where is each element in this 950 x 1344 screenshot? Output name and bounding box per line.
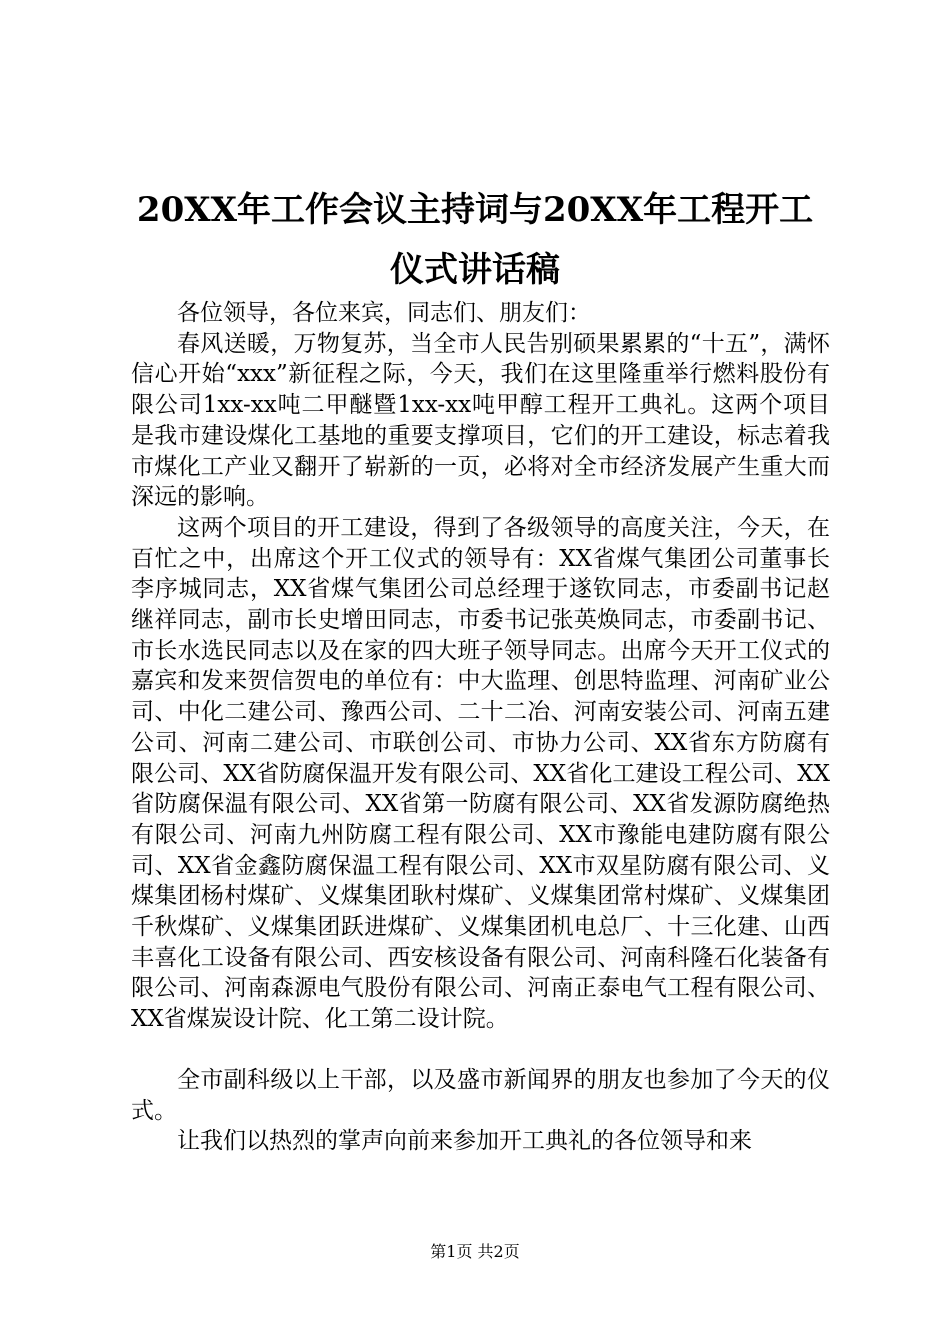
- paragraph-attendees: 这两个项目的开工建设，得到了各级领导的高度关注，今天，在百忙之中，出席这个开工仪式的领导有：XX省煤气集团公司董事长李序城同志，XX省煤气集团公司总经理于遂钦同志，市委副书记赵继祥同志，副市长史增田同志，市委书记张英焕同志，市委副书记、市长水选民同志以及在家的四大班子领导同志。出席今天开工仪式的嘉宾和发来贺信贺电的单位有：中大监理、创思特监理、河南矿业公司、中化二建公司、豫西公司、二十二冶、河南安装公司、河南五建公司、河南二建公司、市联创公司、市协力公司、XX省东方防腐有限公司、XX省防腐保温开发有限公司、XX省化工建设工程公司、XX省防腐保温有限公司、XX省第一防腐有限公司、XX省发源防腐绝热有限公司、河南九州防腐工程有限公司、XX市豫能电建防腐有限公司、XX省金鑫防腐保温工程有限公司、XX市双星防腐有限公司、义煤集团杨村煤矿、义煤集团耿村煤矿、义煤集团常村煤矿、义煤集团千秋煤矿、义煤集团跃进煤矿、义煤集团机电总厂、十三化建、山西丰喜化工设备有限公司、西安核设备有限公司、河南科隆石化装备有限公司、河南森源电气股份有限公司、河南正泰电气工程有限公司、XX省煤炭设计院、化工第二设计院。: [131, 514, 830, 1033]
- document-title: 20XX年工作会议主持词与20XX年工程开工仪式讲话稿: [136, 190, 814, 290]
- page-number-footer: 第1页 共2页: [430, 1242, 520, 1261]
- paragraph-cadres: 全市副科级以上干部，以及盛市新闻界的朋友也参加了今天的仪式。: [131, 1066, 830, 1124]
- document-body: [131, 298, 830, 1157]
- paragraph-applause: 让我们以热烈的掌声向前来参加开工典礼的各位领导和来: [177, 1128, 752, 1155]
- paragraph-opening: 春风送暖，万物复苏，当全市人民告别硕果累累的“十五”，满怀信心开始“xxx”新征程之际，今天，我们在这里隆重举行燃料股份有限公司1xx-xx吨二甲醚暨1xx-xx吨甲醇工程开工典礼。这两个项目是我市建设煤化工基地的重要支撑项目，它们的开工建设，标志着我市煤化工产业又翻开了崭新的一页，必将对全市经济发展产生重大而深远的影响。: [131, 330, 830, 511]
- greeting-paragraph: 各位领导，各位来宾，同志们、朋友们：: [177, 300, 591, 326]
